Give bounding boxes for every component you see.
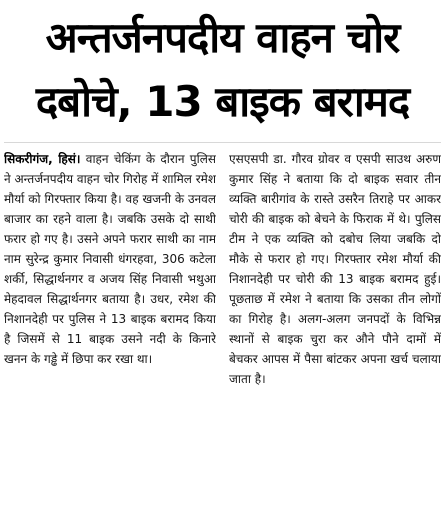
article-columns <box>4 149 441 489</box>
headline-line-1: अन्तर्जनपदीय वाहन चोर <box>45 13 400 62</box>
article-paragraph-1 <box>4 149 216 369</box>
headline-line-2: दबोचे, 13 बाइक बरामद <box>35 77 410 126</box>
article-column-2-text: एसएसपी डा. गौरव ग्रोवर व एसपी साउथ अरुण कुमार सिंह ने बताया कि दो बाइक सवार तीन व्यक्ति बारीगांव के रास्ते उसरैन तिराहे पर आकर चोरी की बाइक को बेचने के फिराक में थे। पुलिस टीम ने एक व्यक्ति को दबोच लिया जबकि दो मौके से फरार हो गए। गिरफ्तार रमेश मौर्या की निशानदेही पर चोरी की 13 बाइक बरामद हुई। पूछताछ में रमेश ने बताया कि उसका तीन लोगों का गिरोह है। अलग-अलग जनपदों के विभिन्न स्थानों से बाइक चुरा कर औने पौने दामों में बेचकर आपस में पैसा बांटकर अपना खर्च चलाया जाता है। <box>229 152 441 386</box>
article-column-1 <box>4 149 216 489</box>
dateline: सिकरीगंज, हिसं। <box>4 152 81 166</box>
article-column-1-text: वाहन चेकिंग के दौरान पुलिस ने अन्तर्जनपदीय वाहन चोर गिरोह में शामिल रमेश मौर्या को गिरफ्तार किया है। वह खजनी के उनवल बाजार का रहने वाला है। जबकि उसके दो साथी फरार हो गए है। उसने अपने फरार साथी का नाम नाम सुरेन्द्र कुमार निवासी धंगरहवा, 306 कटेला शर्की, सिद्धार्थनगर व अजय सिंह निवासी भथुआ मेहदावल सिद्धार्थनगर बताया है। उधर, रमेश की निशानदेही पर पुलिस ने 13 बाइक बरामद किया है जिसमें से 11 बाइक उसने नदी के किनारे खनन के गड्ढे में छिपा कर रखा था। <box>4 152 216 366</box>
article-paragraph-2 <box>229 149 441 389</box>
headline <box>4 6 441 134</box>
article-column-2 <box>229 149 441 489</box>
headline-divider <box>4 142 441 143</box>
